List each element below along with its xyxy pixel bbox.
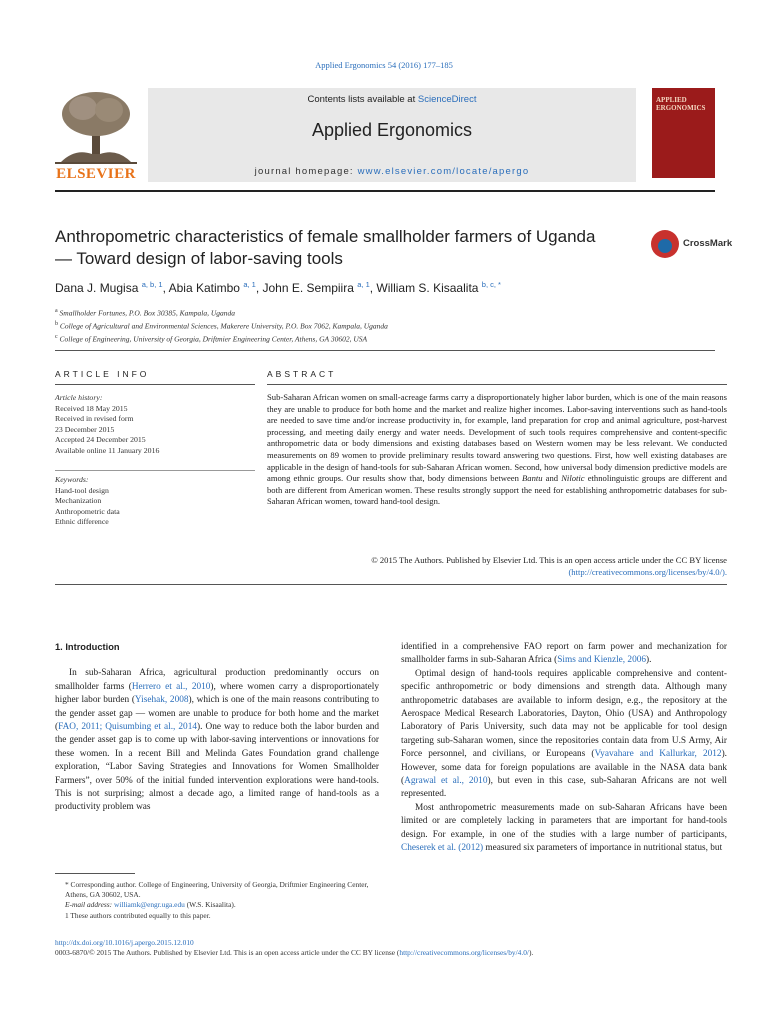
elsevier-tree-logo (55, 88, 137, 184)
reference-link[interactable]: Cheserek et al. (2012) (401, 843, 484, 854)
keywords (55, 475, 255, 528)
author-affiliation-marker[interactable]: a, 1 (243, 280, 256, 289)
history-item: Accepted 24 December 2015 (55, 435, 146, 444)
journal-cover-thumbnail[interactable] (652, 88, 715, 178)
author-affiliation-marker[interactable]: b, c, * (481, 280, 501, 289)
email-link[interactable]: williamk@engr.uga.edu (114, 900, 185, 910)
body-column-right (401, 641, 727, 856)
license-footer: 0003-6870/© 2015 The Authors. Published by Elsevier Ltd. This is an open access article under the CC BY license (http://creativecommons.org/licenses/by/4.0/). (55, 948, 534, 957)
crossmark-icon (651, 230, 679, 258)
sciencedirect-link[interactable]: ScienceDirect (417, 94, 477, 105)
reference-link[interactable]: Herrero et al., 2010 (131, 681, 211, 692)
article-history (55, 393, 255, 456)
author-name: Dana J. Mugisa (55, 281, 139, 295)
abstract-heading: ABSTRACT (267, 369, 337, 379)
author-affiliation-marker[interactable]: a, b, 1 (141, 280, 163, 289)
affiliation: $^a$ Smallholder Fortunes, P.O. Box 30385, Kampala, Uganda (55, 308, 236, 318)
section-title: 1. Introduction (55, 642, 120, 652)
abstract-copyright: © 2015 The Authors. Published by Elsevier Ltd. This is an open access article under the CC BY license (http://creativecommons.org/licenses/by/4.0/). (371, 555, 727, 577)
reference-link[interactable]: Sims and Kienzle, 2006 (557, 655, 647, 666)
corresponding-author-note: * Corresponding author. College of Engineering, University of Georgia, Driftmier Engineering Center, Athens, GA 30602, USA. (65, 880, 369, 900)
history-item: Received in revised form (55, 414, 134, 423)
tree-icon (55, 88, 137, 166)
keyword: Mechanization (55, 496, 102, 505)
affiliation: $^b$ College of Agricultural and Environmental Sciences, Makerere University, P.O. Box 7062, Kampala, Uganda (55, 321, 388, 331)
section-rule (55, 350, 715, 351)
abstract-text: Sub-Saharan African women on small-acreage farms carry a disproportionately higher labor burden, which is one of the main reasons they are unable to produce for both home and the market and realize higher incomes. Labor-saving interventions such as hand-tools are needed to save time and/or increase productivity in, for example, land preparation for crop and animal agriculture, post-harvest processing, and meeting daily energy and water needs. Development of such tools requires comprehensive and content-specific anthropometric data or body dimensions and existing databases based on Western women may be less relevant. We conducted measurements on 89 women to provide preliminary results toward answering two questions. First, how well existing databases are applicable in the design of hand-tools for sub-Saharan African women. Second, how universal body dimension predictive models are among ethnic groups. Our results show that, body dimensions between Bantu and Nilotic ethnolinguistic groups are different and both are different from American women. These results strongly support the need for establishing anthropometric databases for sub-Saharan African women, toward hand-tool design. (267, 392, 727, 507)
author-name: Abia Katimbo (168, 281, 240, 295)
article-title: Anthropometric characteristics of female smallholder farmers of Uganda — Toward design of labor-saving tools (55, 227, 596, 268)
history-item: Received 18 May 2015 (55, 403, 128, 413)
keywords-rule (55, 470, 255, 471)
article-info-rule (55, 384, 255, 385)
paragraph: Optimal design of hand-tools requires applicable comprehensive and content-specific anthropometric or body dimensions and strength data. Although many anthropometric databases are available to inform design, e.g., the repository at the Aerospace Medical Research Laboratories, Dayton, Ohio (USA) and Anthropology Laboratory of Paris University, such data may not be applicable for tool design targeting sub-Saharan women, since the repositories contain data from U.S Army, Air Force personnel, and civilians, or Europeans (Vyavahare and Kallurkar, 2012). However, some data for foreign populations are available in the NASA data bank (Agrawal et al., 2010), but even in this case, sub-Saharan Africans are not well represented. (401, 668, 727, 800)
reference-link[interactable]: Yisehak, 2008 (134, 695, 189, 706)
journal-homepage: journal homepage: www.elsevier.com/locate/apergo (254, 166, 530, 177)
abstract-bottom-rule (55, 584, 727, 585)
abstract-rule (267, 384, 727, 385)
paragraph: identified in a comprehensive FAO report on farm power and mechanization for smallholder farms in sub-Saharan Africa (Sims and Kienzle, 2006). (401, 642, 727, 666)
reference-link[interactable]: Vyavahare and Kallurkar, 2012 (594, 749, 722, 760)
header-rule (55, 190, 715, 192)
journal-band (148, 88, 636, 182)
doi-link[interactable]: http://dx.doi.org/10.1016/j.apergo.2015.12.010 (55, 938, 194, 947)
author-affiliation-marker[interactable]: a, 1 (357, 280, 370, 289)
license-footer-link[interactable]: http://creativecommons.org/licenses/by/4.0/ (399, 948, 529, 957)
publisher-name: ELSEVIER (56, 166, 136, 182)
body-column-left (55, 641, 379, 815)
journal-header (55, 88, 715, 184)
journal-citation[interactable]: Applied Ergonomics 54 (2016) 177–185 (315, 60, 453, 70)
keyword: Anthropometric data (55, 506, 120, 516)
reference-link[interactable]: Agrawal et al., 2010 (404, 776, 488, 787)
reference-link[interactable]: FAO, 2011; Quisumbing et al., 2014 (58, 722, 198, 733)
history-item: Available online 11 January 2016 (55, 445, 160, 455)
author-name: John E. Sempiira (262, 281, 354, 295)
crossmark-badge[interactable] (651, 228, 731, 262)
keyword: Hand-tool design (55, 485, 109, 495)
keywords-label: Keywords: (55, 475, 89, 484)
cc-license-link[interactable]: (http://creativecommons.org/licenses/by/4.0/). (568, 566, 727, 577)
email-note: E-mail address: williamk@engr.uga.edu (W.S. Kisaalita). (65, 900, 236, 910)
article-info-heading: ARTICLE INFO (55, 369, 150, 379)
affiliations (55, 306, 715, 345)
affiliation: $^c$ College of Engineering, University of Georgia, Driftmier Engineering Center, Athens, GA 30602, USA (55, 334, 368, 344)
author-name: William S. Kisaalita (376, 281, 479, 295)
history-label: Article history: (55, 393, 103, 402)
paragraph: In sub-Saharan Africa, agricultural production predominantly occurs on smallholder farms (Herrero et al., 2010), where women carry a disproportionately higher labor burden (Yisehak, 2008), which is one of the main reasons contributing to the gender asset gap — women are unable to produce for both home and the market (FAO, 2011; Quisumbing et al., 2014). One way to reduce both the labor burden and the gender asset gap is to come up with labor-saving interventions or innovations for these women. In a recent Bill and Melinda Gates Foundation grand challenge exploration, “Labor Saving Strategies and Innovations for Women Smallholder Farmers”, over 50% of the initial funded intervention explorations were hand-tools. This is not surprising; almost a decade ago, a limited range of hand-tools as a productivity problem was (55, 668, 380, 813)
keyword: Ethnic difference (55, 517, 109, 526)
footnote-rule (55, 873, 135, 874)
homepage-link[interactable]: www.elsevier.com/locate/apergo (357, 166, 530, 177)
cover-title: APPLIED ERGONOMICS (656, 96, 706, 112)
footnotes (55, 880, 379, 921)
crossmark-label: CrossMark (683, 238, 733, 249)
history-item: 23 December 2015 (55, 424, 115, 434)
author-list: Dana J. Mugisa $^{a, b, 1}$, Abia Katimbo $^{a, 1}$, John E. Sempiira $^{a, 1}$, William S. Kisaalita $^{b, c, *}$ (55, 280, 501, 295)
paragraph: Most anthropometric measurements made on sub-Saharan Africans have been limited or are completely lacking in parameters that are important for hand-tools design. For example, in one of the studies with a large number of participants, Cheserek et al. (2012) measured six parameters of importance in nutritional status, but (401, 802, 727, 854)
equal-contribution-note: 1 These authors contributed equally to this paper. (65, 910, 211, 920)
journal-name: Applied Ergonomics (311, 120, 473, 140)
contents-line: Contents lists available at ScienceDirect (307, 94, 477, 105)
